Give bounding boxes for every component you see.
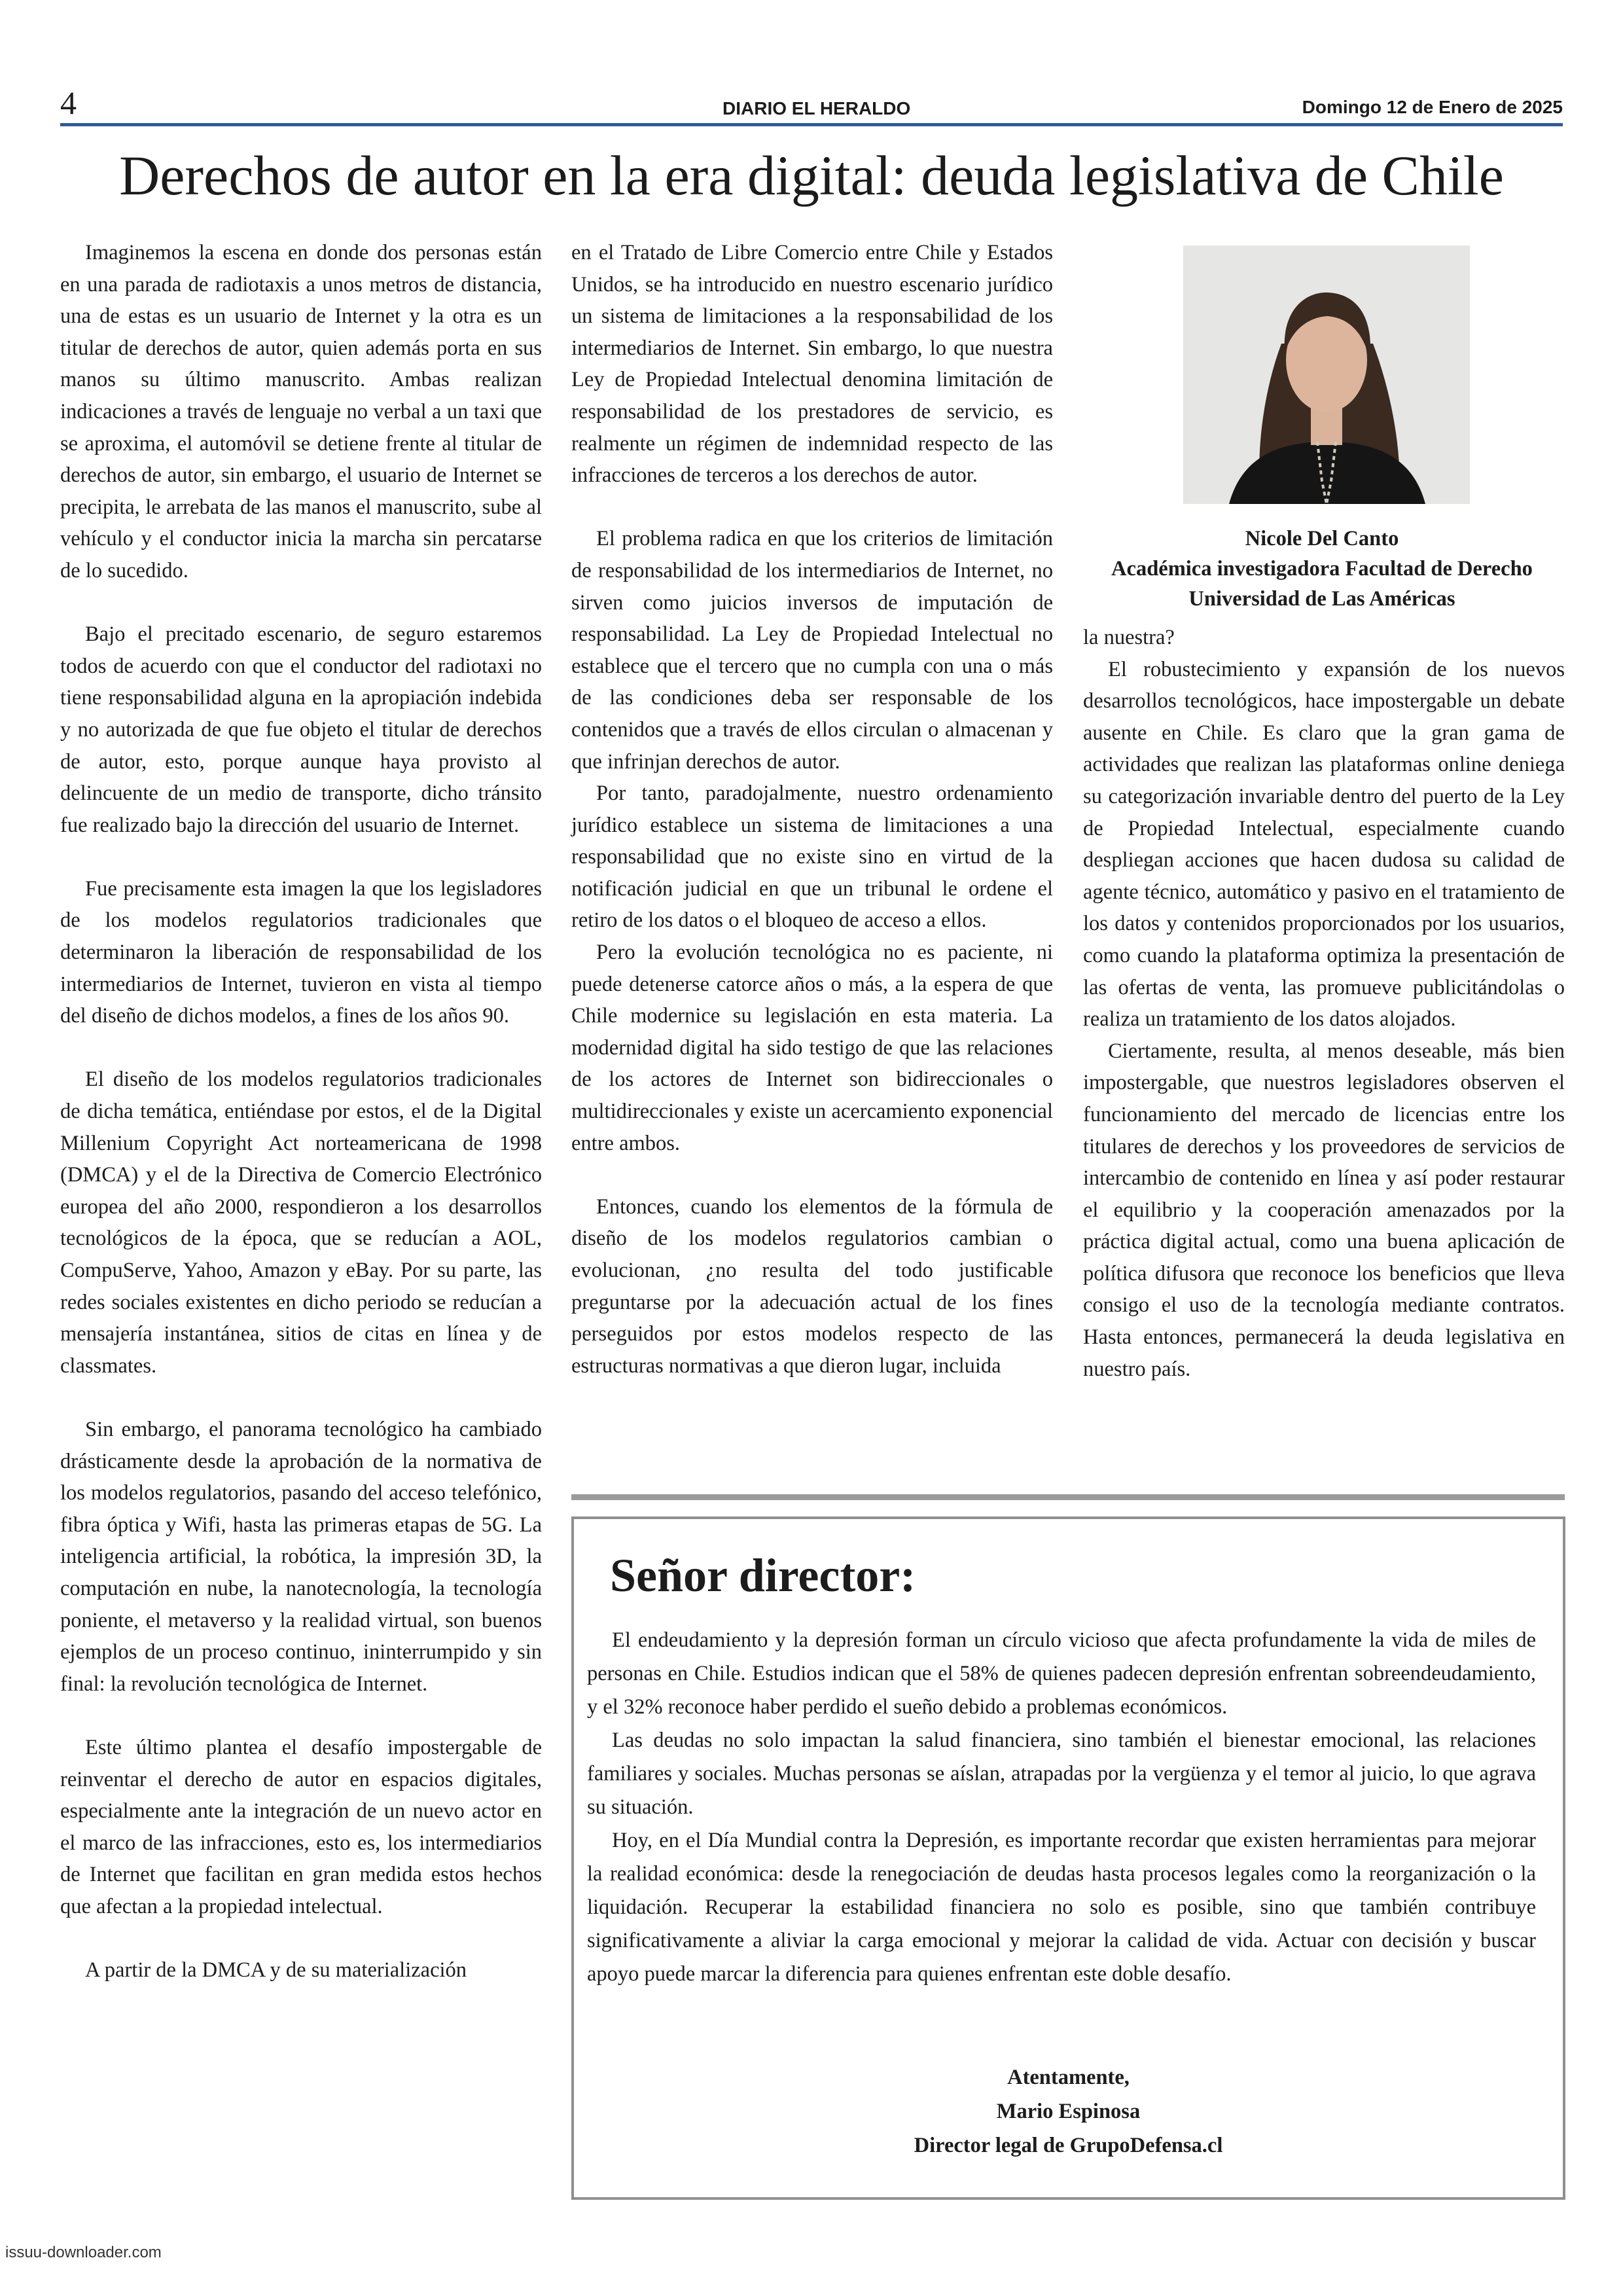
- article-paragraph: Imaginemos la escena en donde dos personas están en una parada de radiotaxis a unos metros de distancia, una de estas es un usuario de Internet y la otra es un titular de derechos de autor, quien además porta en sus manos su último manuscrito. Ambas realizan indicaciones a través de lenguaje no verbal a un taxi que se aproxima, el automóvil se detiene frente al titular de derechos de autor, sin embargo, el usuario de Internet se precipita, le arrebata de las manos el manuscrito, sube al vehículo y el conductor inicia la marcha sin percatarse de lo sucedido.: [60, 241, 542, 583]
- letter-signer: Mario Espinosa: [996, 2100, 1141, 2123]
- letter-closing: Atentamente,: [1007, 2066, 1130, 2089]
- article-paragraph: El robustecimiento y expansión de los nuevos desarrollos tecnológicos, hace impostergable un debate ausente en Chile. Es claro que la gran gama de actividades que realizan las plataformas online deniega su categorización invariable dentro del puerto de la Ley de Propiedad Intelectual, especialmente cuando despliegan acciones que hacen dudosa su calidad de agente técnico, automático y pasivo en el tratamiento de los datos y contenidos proporcionados por los usuarios, como cuando la plataforma optimiza la presentación de las ofertas de venta, las promueve publicitándolas o realiza un tratamiento de los datos alojados.: [1083, 657, 1565, 1031]
- author-institution: Universidad de Las Américas: [1188, 587, 1455, 611]
- source-watermark: issuu-downloader.com: [5, 2244, 162, 2261]
- author-photo: [1183, 245, 1470, 504]
- letter-signature: [574, 2060, 1563, 2162]
- article-paragraph: Este último plantea el desafío impostergable de reinventar el derecho de autor en espacios digitales, especialmente ante la integración de un nuevo actor en el marco de las infracciones, esto es, los intermediarios de Internet que facilitan en gran medida estos hechos que afectan a la propiedad intelectual.: [60, 1735, 542, 1918]
- article-column-3: [1083, 622, 1565, 1385]
- section-divider: [571, 1494, 1565, 1500]
- letter-paragraph: Hoy, en el Día Mundial contra la Depresión, es importante recordar que existen herramientas para mejorar la realidad económica: desde la renegociación de deudas hasta procesos legales como la reorganización o la liquidación. Recuperar la estabilidad financiera no solo es posible, sino que también contribuye significativamente a aliviar la carga emocional y mejorar la calidad de vida. Actuar con decisión y buscar apoyo puede marcar la diferencia para quienes enfrentan este doble desafío.: [587, 1829, 1536, 1986]
- header-rule: [60, 123, 1563, 126]
- article-column-1: [60, 237, 542, 1986]
- letter-paragraph: El endeudamiento y la depresión forman un círculo vicioso que afecta profundamente la vida de miles de personas en Chile. Estudios indican que el 58% de quienes padecen depresión enfrentan sobreendeudamiento, y el 32% reconoce haber perdido el sueño debido a problemas económicos.: [587, 1628, 1536, 1719]
- article-paragraph: en el Tratado de Libre Comercio entre Chile y Estados Unidos, se ha introducido en nuestro escenario jurídico un sistema de limitaciones a la responsabilidad de los intermediarios de Internet. Sin embargo, lo que nuestra Ley de Propiedad Intelectual denomina limitación de responsabilidad de los prestadores de servicio, es realmente un régimen de indemnidad respecto de las infracciones de terceros a los derechos de autor.: [571, 241, 1053, 488]
- letter-paragraph: Las deudas no solo impactan la salud financiera, sino también el bienestar emocional, las relaciones familiares y sociales. Muchas personas se aíslan, atrapadas por la vergüenza y el temor al juicio, lo que agrava su situación.: [587, 1729, 1536, 1819]
- page-number: 4: [60, 84, 77, 121]
- issue-date: Domingo 12 de Enero de 2025: [1302, 97, 1563, 117]
- author-caption: [1073, 524, 1571, 614]
- article-paragraph: Entonces, cuando los elementos de la fórmula de diseño de los modelos regulatorios cambian o evolucionan, ¿no resulta del todo justificable preguntarse por la adecuación actual de los fines perseguidos por estos modelos respecto de las estructuras normativas a que dieron lugar, incluida: [571, 1194, 1053, 1378]
- article-paragraph: Bajo el precitado escenario, de seguro estaremos todos de acuerdo con que el conductor del radiotaxi no tiene responsabilidad alguna en la apropiación indebida y no autorizada de que fue objeto el titular de derechos de autor, esto, porque aunque haya provisto al delincuente de un medio de transporte, dicho tránsito fue realizado bajo la dirección del usuario de Internet.: [60, 622, 542, 837]
- article-paragraph: Por tanto, paradojalmente, nuestro ordenamiento jurídico establece un sistema de limitaciones a una responsabilidad que no existe sino en virtud de la notificación judicial en que un tribunal le ordene el retiro de los datos o el bloqueo de acceso a ellos.: [571, 781, 1053, 933]
- article-paragraph: Ciertamente, resulta, al menos deseable, más bien impostergable, que nuestros legisladores observen el funcionamiento del mercado de licencias entre los titulares de derechos y los proveedores de servicios de intercambio de contenido en línea y así poder restaurar el equilibrio y la cooperación amenazados por la práctica digital actual, como una buena aplicación de política difusora que reconoce los beneficios que lleva consigo el uso de la tecnología mediante contratos. Hasta entonces, permanecerá la deuda legislativa en nuestro país.: [1083, 1039, 1565, 1381]
- article-headline: Derechos de autor en la era digital: deuda legislativa de Chile: [119, 144, 1504, 207]
- article-paragraph: El diseño de los modelos regulatorios tradicionales de dicha temática, entiéndase por estos, el de la Digital Millenium Copyright Act norteamericana de 1998 (DMCA) y el de la Directiva de Comercio Electrónico europea del año 2000, respondieron a los desarrollos tecnológicos de la época, que se reducían a AOL, CompuServe, Yahoo, Amazon y eBay. Por su parte, las redes sociales existentes en dicho periodo se reducían a mensajería instantánea, sitios de citas en línea y de classmates.: [60, 1067, 542, 1378]
- letter-title: Señor director:: [610, 1549, 916, 1602]
- article-paragraph: Sin embargo, el panorama tecnológico ha cambiado drásticamente desde la aprobación de la normativa de los modelos regulatorios, pasando del acceso telefónico, fibra óptica y Wifi, hasta las primeras etapas de 5G. La inteligencia artificial, la robótica, la impresión 3D, la computación en nube, la nanotecnología, la tecnología poniente, el metaverso y la realidad virtual, son buenos ejemplos de un proceso continuo, ininterrumpido y sin final: la revolución tecnológica de Internet.: [60, 1417, 542, 1696]
- author-name: Nicole Del Canto: [1245, 527, 1399, 550]
- article-paragraph: Pero la evolución tecnológica no es paciente, ni puede detenerse catorce años o más, a la espera de que Chile modernice su legislación en esta materia. La modernidad digital ha sido testigo de que las relaciones de los actores de Internet son bidireccionales o multidireccionales y existe un acercamiento exponencial entre ambos.: [571, 941, 1053, 1155]
- article-paragraph: la nuestra?: [1083, 626, 1175, 649]
- article-paragraph: Fue precisamente esta imagen la que los legisladores de los modelos regulatorios tradicionales que determinaron la liberación de responsabilidad de los intermediarios de Internet, tuvieron en vista al tiempo del diseño de dichos modelos, a fines de los años 90.: [60, 876, 542, 1028]
- letter-body: [587, 1624, 1536, 1991]
- letter-to-editor-box: [571, 1516, 1565, 2200]
- author-portrait-image: [1183, 245, 1470, 504]
- article-column-2: [571, 237, 1053, 1382]
- newspaper-name: DIARIO EL HERALDO: [722, 98, 911, 118]
- author-role: Académica investigadora Facultad de Derecho: [1111, 557, 1533, 581]
- letter-signer-title: Director legal de GrupoDefensa.cl: [914, 2134, 1223, 2157]
- article-paragraph: El problema radica en que los criterios de limitación de responsabilidad de los intermediarios de Internet, no sirven como juicios inversos de imputación de responsabilidad. La Ley de Propiedad Intelectual no establece que el tercero que no cumpla con una o más de las condiciones deba ser responsable de los contenidos que a través de ellos circulan o almacenan y que infrinjan derechos de autor.: [571, 527, 1053, 774]
- article-paragraph: A partir de la DMCA y de su materialización: [85, 1958, 467, 1982]
